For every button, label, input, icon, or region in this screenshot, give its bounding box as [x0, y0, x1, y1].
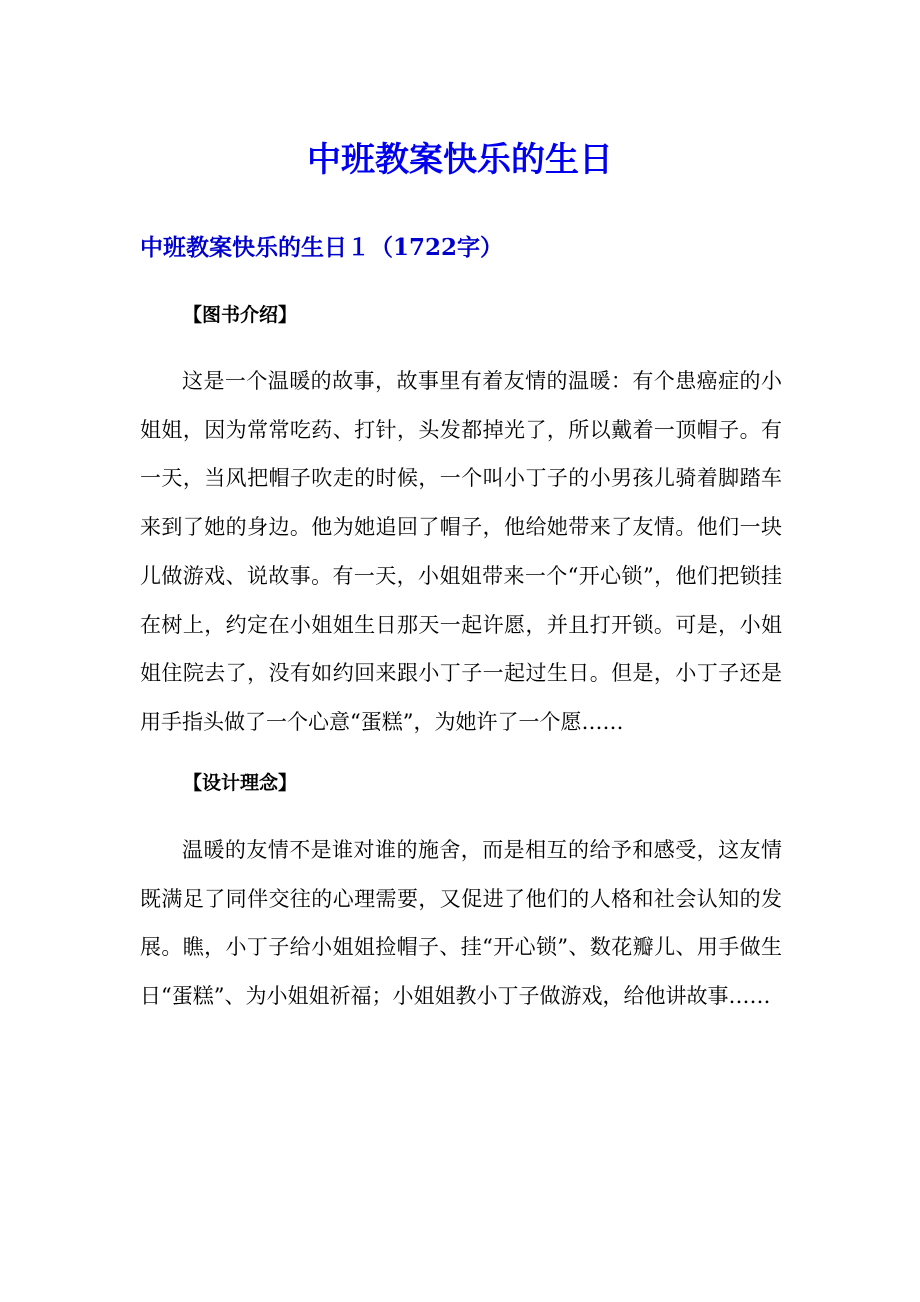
section-heading-book-intro: 【图书介绍】 — [183, 304, 298, 326]
document-title: 中班教案快乐的生日 — [307, 140, 613, 180]
section-body-design-concept: 温暖的友情不是谁对谁的施舍，而是相互的给予和感受，这友情既满足了同伴交往的心理需要，又促进了他们的人格和社会认知的发展。瞧，小丁子给小姐姐捡帽子、挂“开心锁”、数花瓣儿、用手做生日“蛋糕”、为小姐姐祈福；小姐姐教小丁子做游戏，给他讲故事…… — [140, 838, 782, 1009]
section-heading-design-concept: 【设计理念】 — [183, 772, 298, 794]
section-body-book-intro: 这是一个温暖的故事，故事里有着友情的温暖：有个患癌症的小姐姐，因为常常吃药、打针，头发都掉光了，所以戴着一顶帽子。有一天，当风把帽子吹走的时候，一个叫小丁子的小男孩儿骑着脚踏车来到了她的身边。他为她追回了帽子，他给她带来了友情。他们一块儿做游戏、说故事。有一天，小姐姐带来一个“开心锁”，他们把锁挂在树上，约定在小姐姐生日那天一起许愿，并且打开锁。可是，小姐姐住院去了，没有如约回来跟小丁子一起过生日。但是，小丁子还是用手指头做了一个心意“蛋糕”，为她许了一个愿…… — [140, 369, 782, 734]
document-subtitle: 中班教案快乐的生日１（1722字） — [140, 234, 504, 261]
